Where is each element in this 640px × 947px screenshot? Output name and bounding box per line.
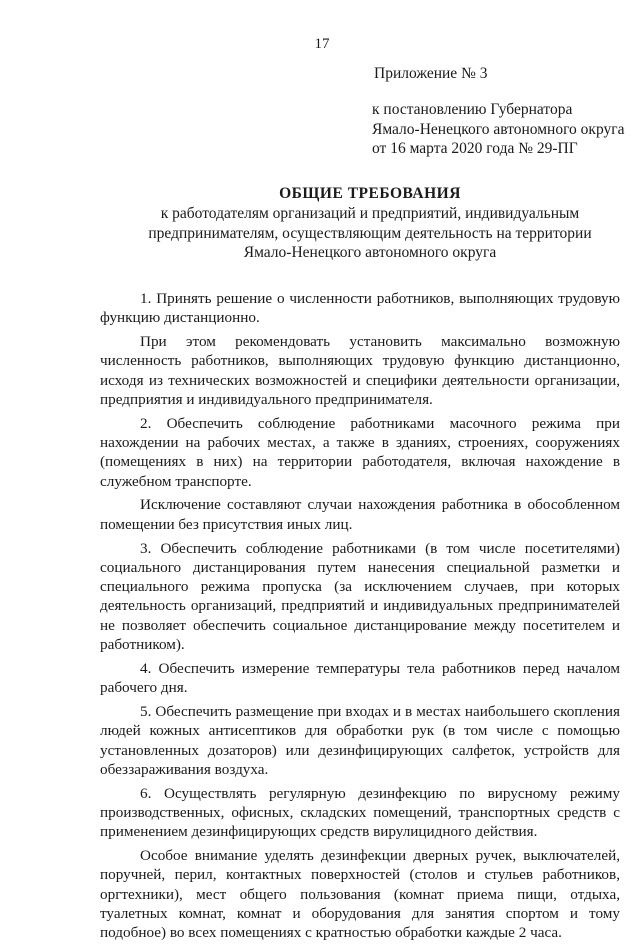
paragraph: 2. Обеспечить соблюдение работниками масочного режима при нахождении на рабочих местах, а также в зданиях, строениях, сооружениях (помещениях в них) на территории работодателя, включая нахождение в служебном транспорте. <box>100 414 620 490</box>
paragraph: 4. Обеспечить измерение температуры тела работников перед началом рабочего дня. <box>100 659 620 697</box>
decree-line: Ямало-Ненецкого автономного округа <box>372 120 625 138</box>
paragraph: Исключение составляют случаи нахождения работника в обособленном помещении без присутствия иных лиц. <box>100 496 620 533</box>
subtitle-line: к работодателям организаций и предприятий, индивидуальным <box>160 205 580 222</box>
paragraph: 5. Обеспечить размещение при входах и в местах наибольшего скопления людей кожных антисептиков для обработки рук (в том числе с помощью установленных дозаторов) или дезинфицирующих салфеток, устройств для обеззараживания воздуха. <box>100 702 620 778</box>
paragraph: Особое внимание уделять дезинфекции дверных ручек, выключателей, поручней, перил, контактных поверхностей (столов и стульев работников, оргтехники), мест общего пользования (комнат приема пищи, отдыха, туалетных комнат, комнат и оборудования для занятия спортом и тому подобное) во всех помещениях с кратностью обработки каждые 2 часа. <box>100 847 620 942</box>
subtitle-line: предпринимателям, осуществляющим деятельность на территории <box>148 224 592 242</box>
decree-reference <box>372 100 640 159</box>
paragraph: При этом рекомендовать установить максимально возможную численность работников, выполняющих трудовую функцию дистанционно, исходя из технических возможностей и специфики деятельности организации, предприятия и индивидуального предпринимателя. <box>100 333 620 408</box>
paragraph: 6. Осуществлять регулярную дезинфекцию по вирусному режиму производственных, офисных, складских помещений, транспортных средств с применением дезинфицирующих средств вирулицидного действия. <box>100 784 620 841</box>
document-body <box>100 289 620 947</box>
page-number: 17 <box>314 36 330 52</box>
document-subtitle <box>100 204 640 263</box>
appendix-label: Приложение № 3 <box>374 65 488 82</box>
document-title: ОБЩИЕ ТРЕБОВАНИЯ <box>279 185 461 202</box>
decree-line: к постановлению Губернатора <box>372 101 573 118</box>
decree-line: от 16 марта 2020 года № 29-ПГ <box>372 140 578 157</box>
paragraph: 3. Обеспечить соблюдение работниками (в том числе посетителями) социального дистанцирования путем нанесения специальной разметки и специального режима пропуска (за исключением случаев, при которых деятельность организаций, предприятий и индивидуальных предпринимателей не позволяет обеспечить социальное дистанцирование между посетителем и работником). <box>100 539 620 654</box>
paragraph: 1. Принять решение о численности работников, выполняющих трудовую функцию дистанционно. <box>100 290 620 327</box>
subtitle-line: Ямало-Ненецкого автономного округа <box>243 244 497 261</box>
